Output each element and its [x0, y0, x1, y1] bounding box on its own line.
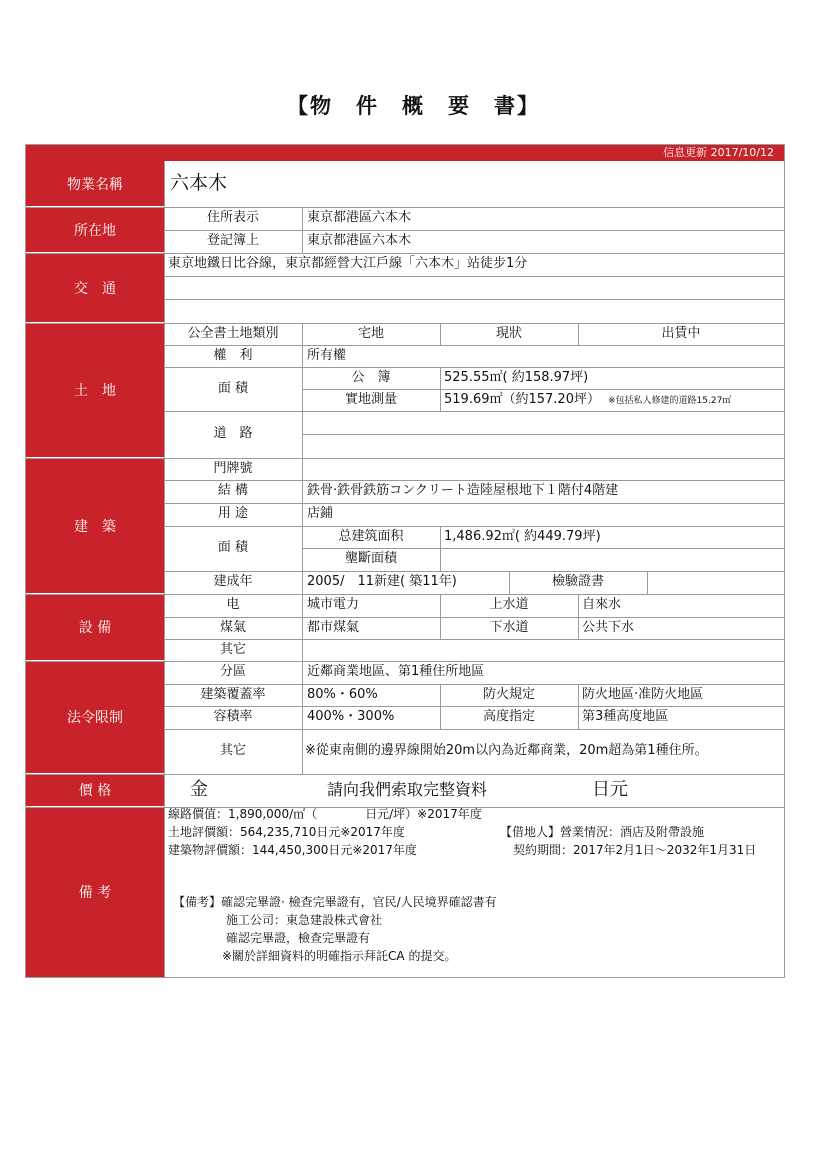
legal-fire-value: 防火地區·准防火地區 [582, 687, 704, 702]
land-status-label: 現狀 [495, 326, 522, 341]
legal-height-label: 高度指定 [482, 709, 535, 724]
building-area-label: 面 積 [217, 540, 249, 555]
facility-water-label: 上水道 [489, 597, 529, 612]
remark-line: 確認完畢證，檢查完畢證有 [226, 931, 371, 945]
legal-far-value: 400%・300% [307, 709, 395, 724]
divider [302, 434, 784, 435]
legal-zone-label: 分區 [219, 664, 246, 679]
facility-water-value: 自來水 [582, 597, 622, 612]
remark-line: 線路價值：1,890,000/㎡（ 日元/坪）※2017年度 [168, 807, 482, 821]
land-register-value: 525.55㎡( 約158.97坪) [444, 370, 589, 385]
remark-line: 【借地人】營業情況：酒店及附帶設施 [500, 825, 705, 839]
land-survey-note: ※包括私人修建的道路15.27㎡ [608, 396, 732, 406]
divider [164, 276, 784, 277]
land-survey-label: 實地測量 [344, 392, 397, 407]
registry-label: 登記簿上 [206, 233, 259, 248]
building-total-area-label: 总建筑面积 [338, 529, 404, 544]
legal-coverage-label: 建築覆蓋率 [200, 687, 266, 702]
facility-sewer-label: 下水道 [489, 620, 529, 635]
divider [302, 207, 303, 253]
land-category-label: 公全書土地類別 [187, 326, 279, 341]
land-rights-value: 所有權 [307, 348, 347, 363]
land-register-label: 公 簿 [351, 370, 391, 385]
building-built-value: 2005/ 11新建( 築11年) [307, 574, 457, 589]
divider [578, 594, 579, 639]
building-use-label: 用 途 [217, 506, 249, 521]
remark-line: 契約期間：2017年2月1日～2032年1月31日 [513, 843, 757, 857]
section-building: 建 築 [26, 458, 164, 594]
price-prefix: 金 [190, 779, 208, 800]
section-name: 物業名稱 [26, 161, 164, 207]
building-total-area-value: 1,486.92㎡( 約449.79坪) [444, 529, 601, 544]
remark-line: 建築物評價額：144,450,300日元※2017年度 [168, 843, 417, 857]
section-traffic: 交 通 [26, 253, 164, 323]
land-status-value: 出賃中 [661, 326, 701, 341]
land-area-label: 面 積 [217, 381, 249, 396]
remark-line: 施工公司：東急建設株式會社 [226, 913, 383, 927]
divider [164, 299, 784, 300]
divider [647, 571, 648, 594]
building-door-label: 門牌號 [213, 461, 253, 476]
land-rights-label: 權 利 [213, 348, 253, 363]
facility-other-label: 其它 [219, 642, 246, 657]
legal-zone-value: 近鄰商業地區、第1種住所地區 [307, 664, 485, 679]
divider [440, 367, 441, 411]
divider [440, 526, 441, 571]
property-name: 六本木 [170, 172, 228, 194]
document-title: 【物 件 概 要 書】 [287, 94, 540, 118]
property-summary-sheet [25, 144, 785, 978]
facility-electric-label: 电 [226, 597, 240, 612]
update-date: 信息更新 2017/10/12 [663, 146, 774, 159]
building-use-value: 店鋪 [307, 506, 334, 521]
building-built-label: 建成年 [213, 574, 253, 589]
land-category-value: 宅地 [357, 326, 384, 341]
address-label: 住所表示 [206, 210, 259, 225]
update-bar [26, 145, 784, 161]
traffic-line: 東京地鐵日比谷線，東京都經營大江戶線「六本木」站徒步1分 [168, 256, 528, 271]
divider [164, 161, 165, 977]
divider [164, 729, 784, 730]
building-structure-label: 結 構 [217, 483, 249, 498]
price-text: 請向我們索取完整資料 [327, 780, 488, 799]
section-land: 土 地 [26, 323, 164, 458]
building-structure-value: 鉄骨·鉄骨鉄筋コンクリート造陸屋根地下１階付4階建 [307, 483, 619, 498]
section-legal: 法令限制 [26, 661, 164, 774]
section-facilities: 設 備 [26, 594, 164, 661]
building-partition-label: 壟斷面積 [344, 551, 397, 566]
facility-gas-label: 煤氣 [219, 620, 246, 635]
legal-fire-label: 防火規定 [482, 687, 535, 702]
land-survey-value: 519.69㎡（約157.20坪） [444, 392, 600, 407]
legal-coverage-value: 80%・60% [307, 687, 378, 702]
facility-sewer-value: 公共下水 [582, 620, 635, 635]
divider [578, 684, 579, 729]
legal-other-value: ※從東南側的邊界線開始20m以內為近鄰商業，20m超為第1種住所。 [305, 743, 708, 758]
facility-gas-value: 都市煤氣 [307, 620, 360, 635]
facility-electric-value: 城市電力 [307, 597, 360, 612]
remark-line: ※關於詳細資料的明確指示拜託CA 的提交。 [222, 949, 457, 963]
registry-value: 東京都港區六本木 [307, 233, 412, 248]
divider [26, 774, 784, 775]
price-unit: 日元 [592, 779, 628, 800]
legal-other-label: 其它 [219, 743, 246, 758]
divider [26, 594, 784, 595]
section-remarks: 備 考 [26, 807, 164, 977]
legal-far-label: 容積率 [213, 709, 253, 724]
land-road-label: 道 路 [213, 426, 253, 441]
section-location: 所在地 [26, 207, 164, 253]
section-price: 價 格 [26, 774, 164, 807]
address-value: 東京都港區六本木 [307, 210, 412, 225]
divider [26, 458, 784, 459]
remark-line: 土地評價額：564,235,710日元※2017年度 [168, 825, 405, 839]
legal-height-value: 第3種高度地區 [582, 709, 669, 724]
building-inspection-label: 檢驗證書 [551, 574, 604, 589]
remark-line: 【備考】確認完畢證· 檢查完畢證有，官民/人民境界確認書有 [173, 895, 497, 909]
